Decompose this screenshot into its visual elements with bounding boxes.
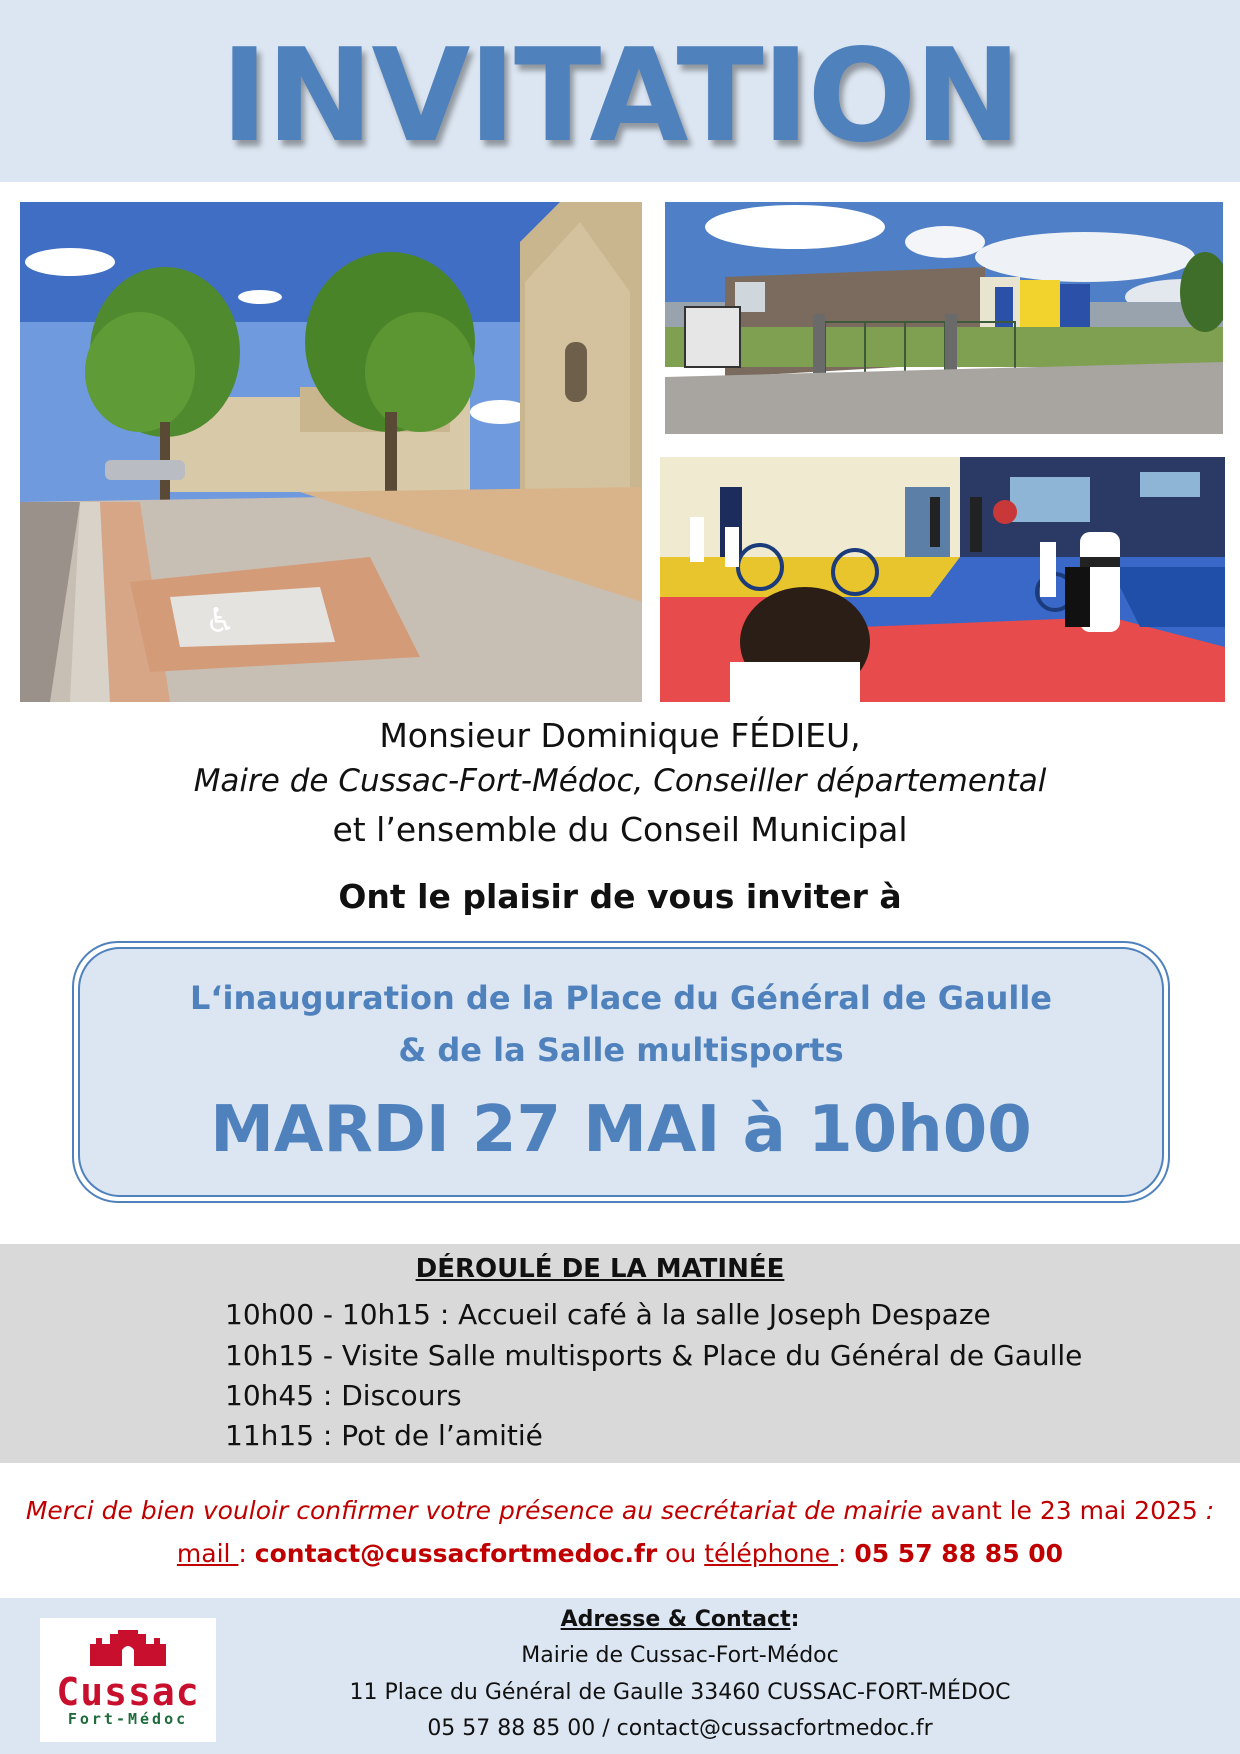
- page-title: INVITATION: [220, 22, 1020, 171]
- rsvp-contacts: [0, 1539, 1240, 1568]
- building-photo: [665, 202, 1223, 434]
- phone-label: téléphone: [704, 1539, 838, 1568]
- mail-label: mail: [176, 1539, 239, 1568]
- phone-separator: :: [837, 1539, 855, 1568]
- event-box-inner: [78, 947, 1164, 1197]
- footer-contact: 05 57 88 85 00 / contact@cussacfortmedoc.fr: [427, 1716, 933, 1741]
- or-text: ou: [657, 1539, 705, 1568]
- mail-link[interactable]: contact@cussacfortmedoc.fr: [254, 1539, 658, 1568]
- rsvp-request: [0, 1496, 1240, 1525]
- footer-title: [230, 1607, 1130, 1632]
- program-title: DÉROULÉ DE LA MATINÉE: [415, 1254, 785, 1284]
- castle-icon: [88, 1630, 168, 1666]
- program-item: 10h45 : Discours: [225, 1379, 462, 1412]
- logo-main-text: Cussac: [56, 1670, 200, 1714]
- program-item: 10h15 - Visite Salle multisports & Place du Général de Gaulle: [225, 1339, 1083, 1372]
- rsvp-deadline: avant le 23 mai 2025: [922, 1496, 1198, 1525]
- event-date: MARDI 27 MAI à 10h00: [210, 1093, 1032, 1167]
- footer-mairie: Mairie de Cussac-Fort-Médoc: [521, 1643, 839, 1668]
- mail-separator: :: [238, 1539, 255, 1568]
- svg-text:♿: ♿: [205, 601, 236, 641]
- footer-title-suffix: :: [790, 1607, 800, 1632]
- town-logo: [40, 1618, 216, 1742]
- event-title-line2: & de la Salle multisports: [398, 1031, 844, 1069]
- mayor-role: Maire de Cussac-Fort-Médoc, Conseiller départemental: [193, 763, 1047, 799]
- phone-number[interactable]: 05 57 88 85 00: [854, 1539, 1064, 1568]
- event-box: [72, 941, 1170, 1203]
- rsvp-text: Merci de bien vouloir confirmer votre présence au secrétariat de mairie: [25, 1496, 923, 1525]
- program-section: [0, 1244, 1240, 1463]
- footer-title-text: Adresse & Contact: [560, 1607, 791, 1632]
- program-item: 11h15 : Pot de l’amitié: [225, 1419, 543, 1452]
- event-title-line1: L‘inauguration de la Place du Général de Gaulle: [190, 979, 1052, 1017]
- council-line: et l’ensemble du Conseil Municipal: [332, 810, 908, 849]
- footer-address: 11 Place du Général de Gaulle 33460 CUSSAC-FORT-MÉDOC: [349, 1680, 1011, 1705]
- mayor-name: Monsieur Dominique FÉDIEU,: [379, 716, 861, 755]
- logo-sub-text: Fort-Médoc: [67, 1710, 189, 1728]
- rsvp-colon: :: [1197, 1496, 1215, 1525]
- place-photo: [20, 202, 642, 702]
- program-item: 10h00 - 10h15 : Accueil café à la salle Joseph Despaze: [225, 1298, 991, 1331]
- gym-photo: [660, 457, 1225, 702]
- invite-line: Ont le plaisir de vous inviter à: [338, 877, 902, 916]
